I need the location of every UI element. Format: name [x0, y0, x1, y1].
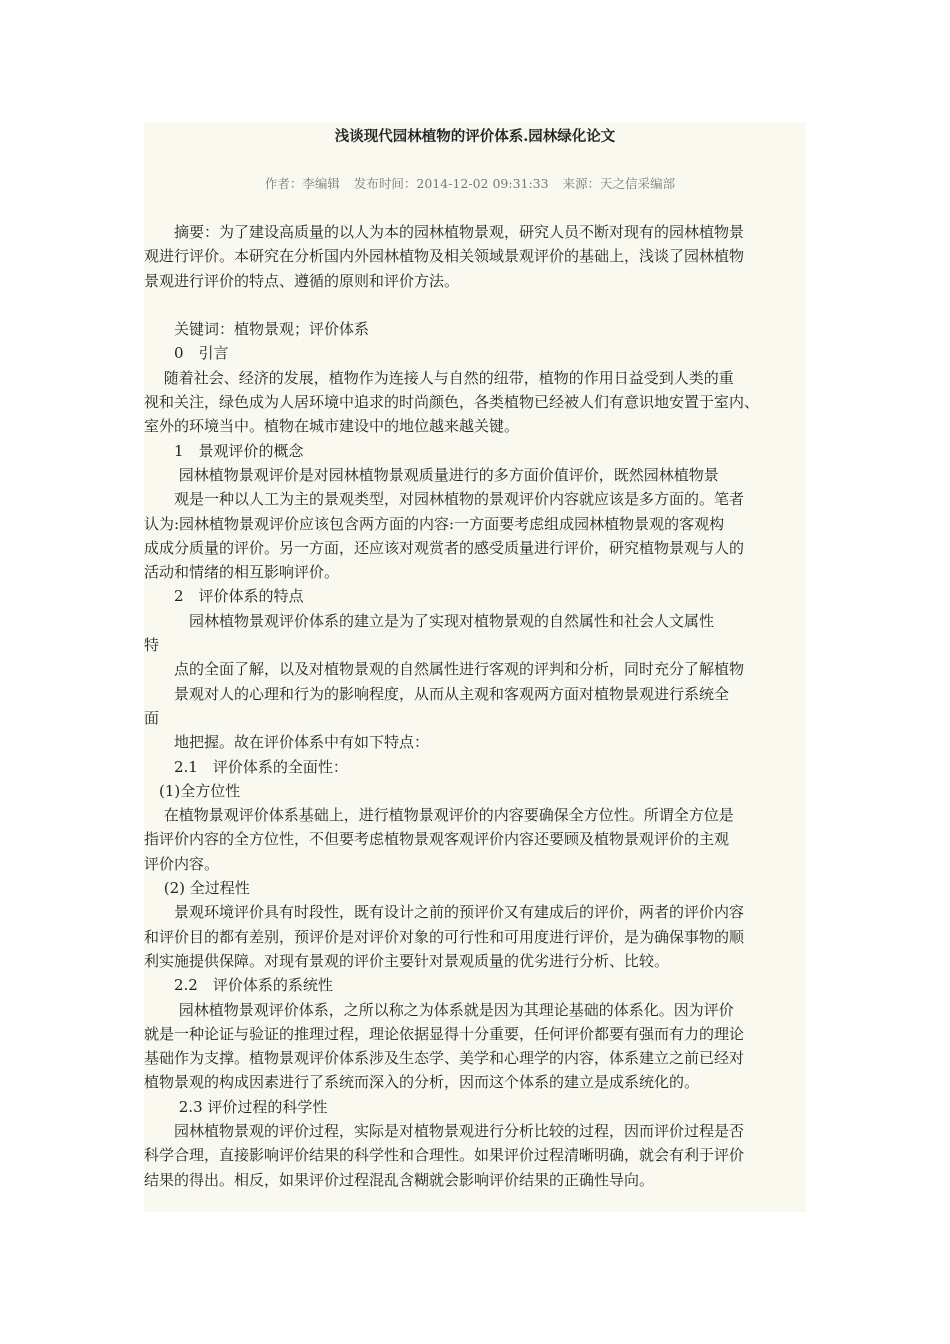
text-line: 2 评价体系的特点	[144, 587, 304, 606]
text-line: 园林植物景观评价体系的建立是为了实现对植物景观的自然属性和社会人文属性	[144, 611, 715, 630]
blank-line	[144, 293, 806, 317]
text-line: 0 引言	[144, 344, 229, 363]
text-line: 结果的得出。相反，如果评价过程混乱含糊就会影响评价结果的正确性导向。	[144, 1170, 655, 1189]
article-title: 浅谈现代园林植物的评价体系.园林绿化论文	[334, 128, 616, 145]
text-line: 特	[144, 636, 160, 655]
text-line: 认为:园林植物景观评价应该包含两方面的内容:一方面要考虑组成园林植物景观的客观构	[144, 514, 725, 533]
text-line: 2.1 评价体系的全面性：	[144, 757, 348, 776]
text-line: 评价内容。	[144, 854, 220, 873]
text-line: 观进行评价。本研究在分析国内外园林植物及相关领域景观评价的基础上，浅谈了园林植物	[144, 247, 745, 266]
text-line: 视和关注，绿色成为人居环境中追求的时尚颜色，各类植物已经被人们有意识地安置于室内、	[144, 393, 760, 412]
text-line: 2.3 评价过程的科学性	[144, 1097, 328, 1116]
text-line: 园林植物景观的评价过程，实际是对植物景观进行分析比较的过程，因而评价过程是否	[144, 1121, 745, 1140]
article-body	[144, 122, 806, 1212]
text-line: 随着社会、经济的发展，植物作为连接人与自然的纽带，植物的作用日益受到人类的重	[144, 368, 734, 387]
text-line: 室外的环境当中。植物在城市建设中的地位越来越关键。	[144, 417, 520, 436]
meta-publish-time: 发布时间：2014-12-02 09:31:33	[353, 176, 549, 191]
text-line: 摘要：为了建设高质量的以人为本的园林植物景观，研究人员不断对现有的园林植物景	[144, 223, 745, 241]
text-line: (2) 全过程性	[144, 879, 250, 898]
text-line: 景观环境评价具有时段性，既有设计之前的预评价又有建成后的评价，两者的评价内容	[144, 903, 745, 922]
text-line: 成成分质量的评价。另一方面，还应该对观赏者的感受质量进行评价，研究植物景观与人的	[144, 538, 745, 557]
text-line: 植物景观的构成因素进行了系统而深入的分析，因而这个体系的建立是成系统化的。	[144, 1073, 700, 1092]
text-line: (1)全方位性	[144, 781, 241, 800]
text-line: 景观对人的心理和行为的影响程度，从而从主观和客观两方面对植物景观进行系统全	[144, 684, 730, 703]
text-line: 指评价内容的全方位性，不但要考虑植物景观客观评价内容还要顾及植物景观评价的主观	[144, 830, 730, 849]
text-line: 关键词：植物景观；评价体系	[144, 320, 370, 339]
meta-author: 作者：李编辑	[264, 176, 340, 191]
meta-source: 来源：天之信采编部	[562, 176, 676, 191]
text-line: 园林植物景观评价是对园林植物景观质量进行的多方面价值评价，既然园林植物景	[144, 465, 719, 484]
text-line: 面	[144, 708, 160, 727]
text-line: 就是一种论证与验证的推理过程，理论依据显得十分重要，任何评价都要有强而有力的理论	[144, 1024, 745, 1043]
text-line: 科学合理，直接影响评价结果的科学性和合理性。如果评价过程清晰明确，就会有利于评价	[144, 1146, 745, 1165]
article-meta	[144, 174, 806, 194]
text-line: 在植物景观评价体系基础上，进行植物景观评价的内容要确保全方位性。所谓全方位是	[144, 806, 734, 825]
article-text	[144, 220, 806, 1192]
text-line: 景观进行评价的特点、遵循的原则和评价方法。	[144, 271, 460, 290]
text-line: 基础作为支撑。植物景观评价体系涉及生态学、美学和心理学的内容，体系建立之前已经对	[144, 1049, 745, 1068]
text-line: 观是一种以人工为主的景观类型，对园林植物的景观评价内容就应该是多方面的。笔者	[144, 490, 745, 509]
text-line: 和评价目的都有差别，预评价是对评价对象的可行性和可用度进行评价，是为确保事物的顺	[144, 927, 745, 946]
text-line: 2.2 评价体系的系统性	[144, 976, 333, 995]
text-line: 园林植物景观评价体系，之所以称之为体系就是因为其理论基础的体系化。因为评价	[144, 1000, 734, 1019]
text-line: 活动和情绪的相互影响评价。	[144, 563, 340, 582]
text-line: 地把握。故在评价体系中有如下特点：	[144, 733, 430, 752]
text-line: 点的全面了解，以及对植物景观的自然属性进行客观的评判和分析，同时充分了解植物	[144, 660, 745, 679]
text-line: 利实施提供保障。对现有景观的评价主要针对景观质量的优劣进行分析、比较。	[144, 951, 670, 970]
text-line: 1 景观评价的概念	[144, 441, 304, 460]
